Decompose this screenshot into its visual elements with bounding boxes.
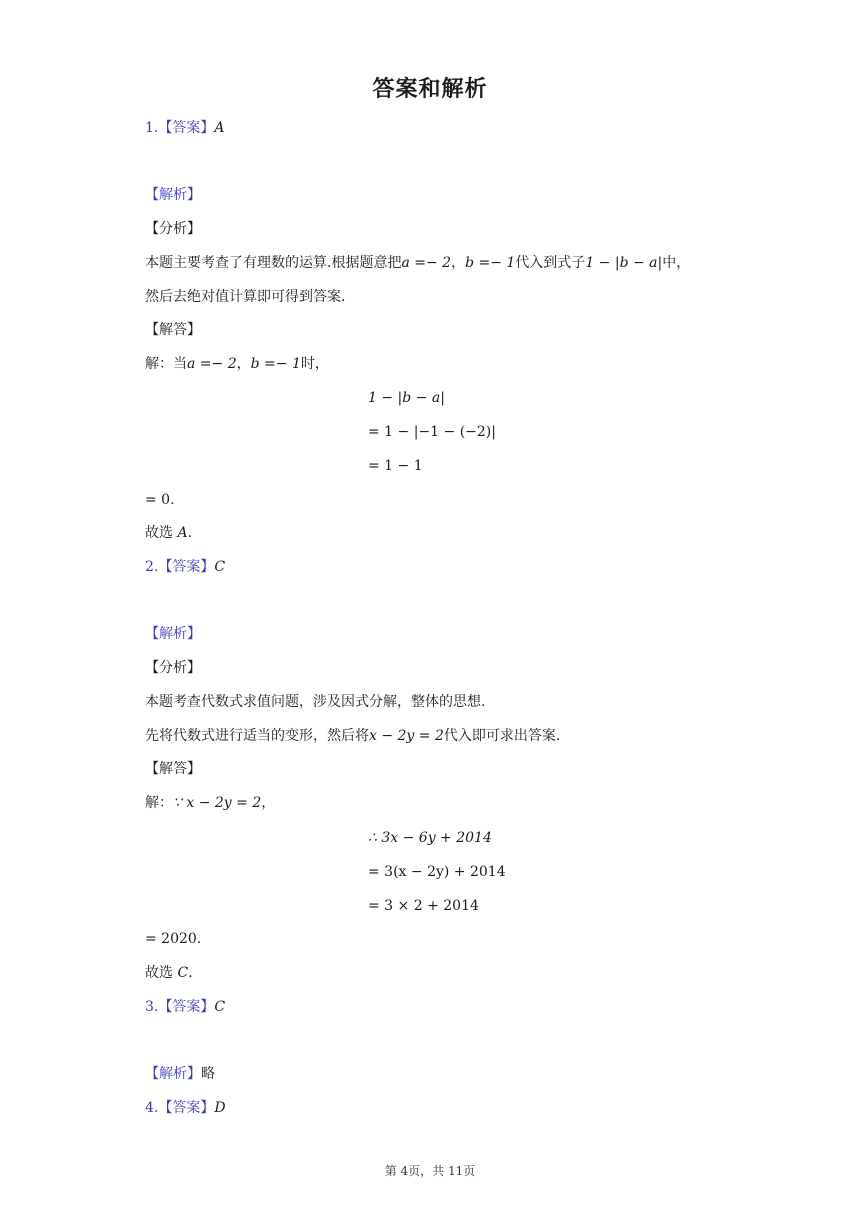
q3-jiexi-text: 略 <box>201 1066 215 1082</box>
q1-text-seg: 时， <box>300 356 329 372</box>
q1-solution-intro <box>145 354 329 374</box>
q2-answer-value: C <box>214 559 226 575</box>
q1-math-b: b =− 1 <box>250 356 301 372</box>
q4-answer-label: 4.【答案】 <box>145 1100 215 1116</box>
q2-text-seg: ， <box>261 795 276 811</box>
q1-jieda-label: 【解答】 <box>145 322 201 338</box>
q1-text-seg: 代入到式子 <box>515 255 586 271</box>
q1-step-4: = 0. <box>145 492 175 508</box>
q1-step-2: = 1 − |−1 − (−2)| <box>368 424 496 440</box>
q1-fenxi-label: 【分析】 <box>145 221 201 237</box>
q1-text-seg: 中， <box>662 255 691 271</box>
q1-answer-value: A <box>214 120 225 136</box>
q3-answer-value: C <box>214 999 226 1015</box>
q4-answer-value: D <box>214 1100 226 1116</box>
q1-text-seg: ， <box>236 356 251 372</box>
q2-text-seg: 故选 <box>145 965 173 981</box>
q2-step-4: = 2020. <box>145 931 202 947</box>
q2-analysis-line-2 <box>145 726 560 746</box>
q2-text-seg: 代入即可求出答案. <box>443 728 561 744</box>
q2-text-seg: 先将代数式进行适当的变形，然后将 <box>145 728 369 744</box>
q3-jiexi-label: 【解析】 <box>145 1066 201 1082</box>
q2-text-seg: . <box>188 965 193 981</box>
q3-answer-line <box>145 997 225 1017</box>
q2-math-expr: ∵ x − 2y = 2 <box>173 795 262 811</box>
q1-jiexi-label: 【解析】 <box>145 187 201 203</box>
q1-analysis-line-1 <box>145 253 690 273</box>
q2-step-3: = 3 × 2 + 2014 <box>368 898 479 914</box>
q1-step-1: 1 − |b − a| <box>368 390 445 406</box>
q1-text-seg: 本题主要考查了有理数的运算.根据题意把 <box>145 255 402 271</box>
q1-text-seg: 解：当 <box>145 356 187 372</box>
q2-solution-intro <box>145 793 275 813</box>
q1-analysis-line-2: 然后去绝对值计算即可得到答案. <box>145 289 346 305</box>
q2-step-2: = 3(x − 2y) + 2014 <box>368 864 506 880</box>
q2-step-1: ∴ 3x − 6y + 2014 <box>368 830 492 846</box>
q3-answer-label: 3.【答案】 <box>145 999 215 1015</box>
q2-math-expr: x − 2y = 2 <box>369 728 444 744</box>
q1-math-a: a =− 2 <box>187 356 237 372</box>
q2-jiexi-label: 【解析】 <box>145 626 201 642</box>
q4-answer-line <box>145 1098 226 1118</box>
q2-answer-line <box>145 557 225 577</box>
q3-jiexi-line <box>145 1064 215 1084</box>
q1-text-seg: . <box>187 525 193 541</box>
q1-final <box>145 523 192 543</box>
q2-answer-label: 2.【答案】 <box>145 559 215 575</box>
q2-fenxi-label: 【分析】 <box>145 660 201 676</box>
q2-jieda-label: 【解答】 <box>145 761 201 777</box>
q1-text-seg: ， <box>451 255 466 271</box>
page-title: 答案和解析 <box>372 77 488 102</box>
q1-math-a: a =− 2 <box>401 255 452 271</box>
q2-final <box>145 963 193 983</box>
page-footer: 第 4页，共 11页 <box>384 1164 476 1178</box>
q2-text-seg: 解： <box>145 795 173 811</box>
q1-answer-label: 1.【答案】 <box>145 120 215 136</box>
q1-answer-line <box>145 118 224 138</box>
q1-final-choice: A <box>177 525 188 541</box>
q1-math-expr: 1 − |b − a| <box>585 255 663 271</box>
q1-math-b: b =− 1 <box>465 255 516 271</box>
q2-final-choice: C <box>177 965 189 981</box>
q2-analysis-line-1: 本题考查代数式求值问题，涉及因式分解，整体的思想. <box>145 694 486 710</box>
q1-text-seg: 故选 <box>145 525 173 541</box>
q1-step-3: = 1 − 1 <box>368 458 423 474</box>
